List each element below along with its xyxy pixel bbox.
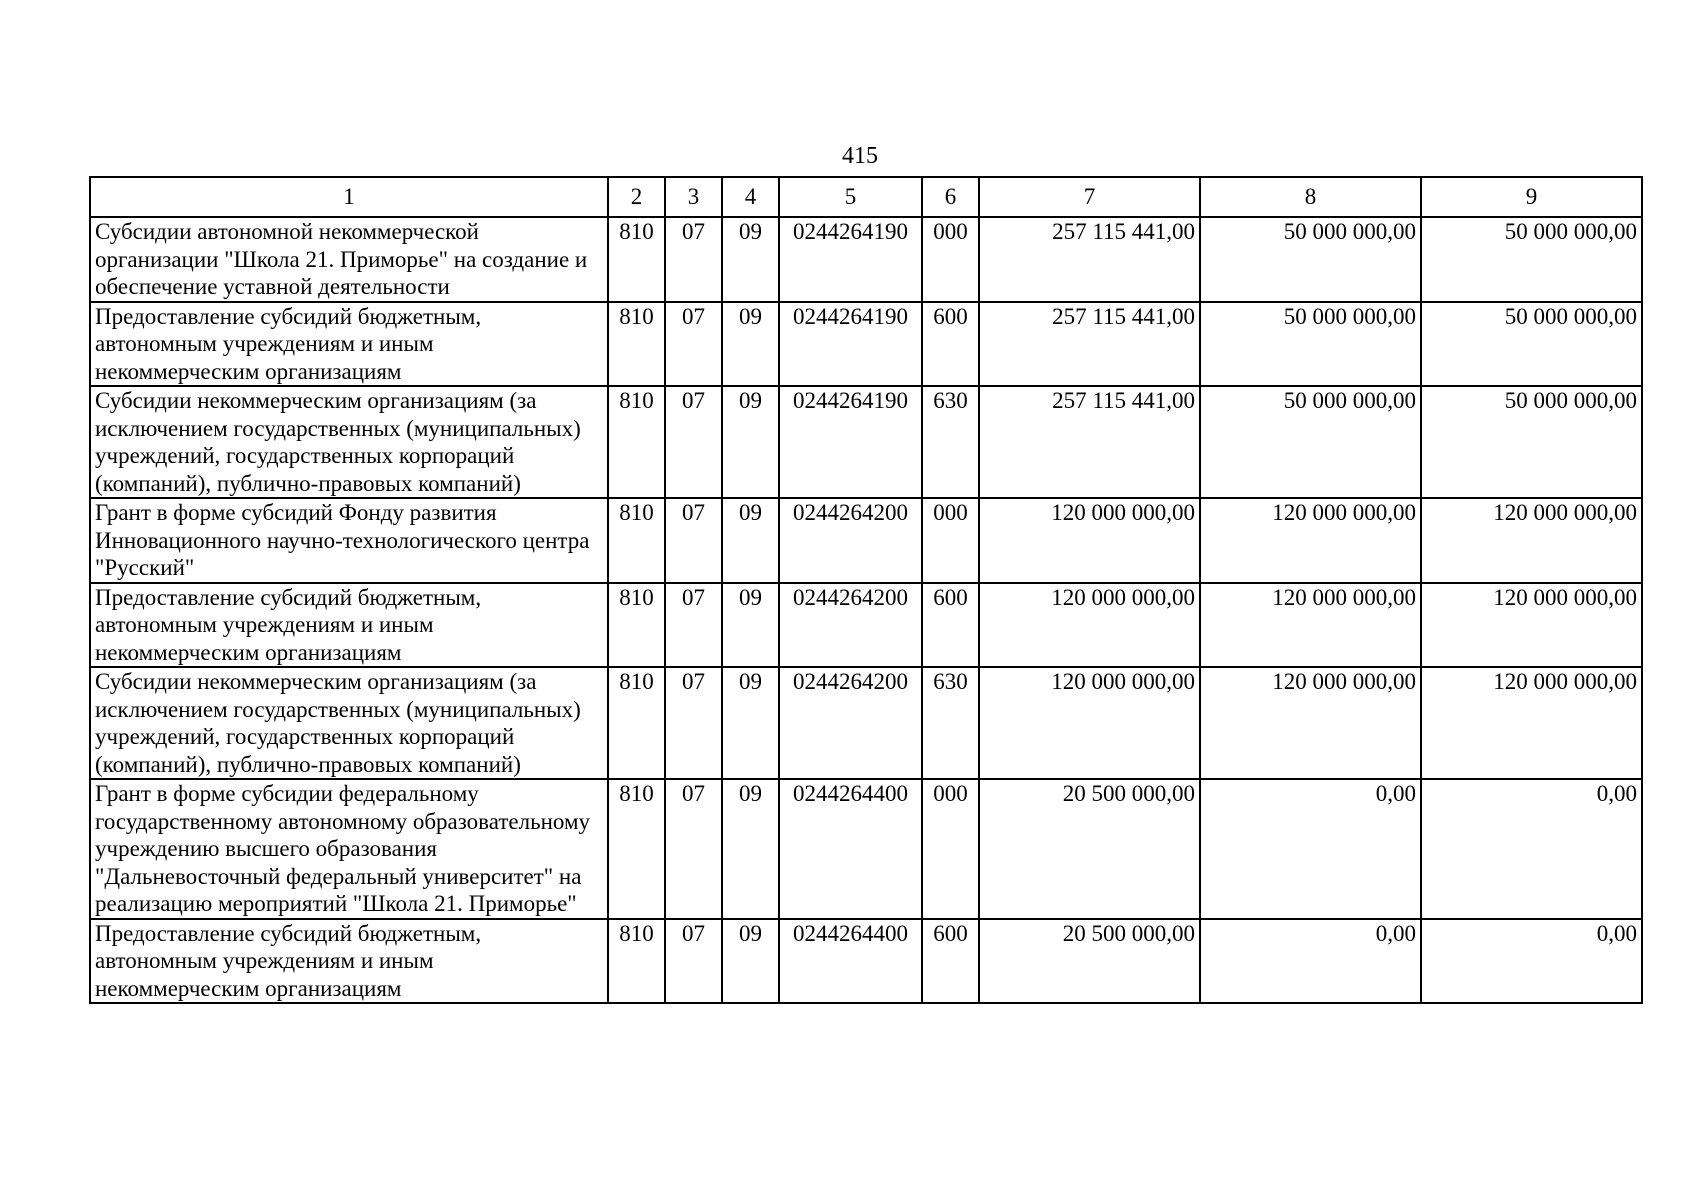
column-number-8: 8	[1200, 177, 1421, 217]
ministry-code: 810	[608, 217, 665, 302]
table-row	[90, 302, 1642, 387]
ministry-code: 810	[608, 386, 665, 498]
table-row	[90, 583, 1642, 668]
section-code: 07	[665, 583, 722, 668]
amount-col-9: 0,00	[1421, 919, 1642, 1004]
target-article-code: 0244264400	[779, 779, 922, 919]
amount-col-7: 120 000 000,00	[979, 583, 1200, 668]
section-code: 07	[665, 919, 722, 1004]
table-row	[90, 217, 1642, 302]
column-number-2: 2	[608, 177, 665, 217]
line-item-name: Субсидии некоммерческим организациям (за исключением государственных (муниципальных) учреждений, государственных корпораций (компаний), публично-правовых компаний)	[90, 667, 608, 779]
amount-col-8: 0,00	[1200, 919, 1421, 1004]
section-code: 07	[665, 667, 722, 779]
amount-col-8: 50 000 000,00	[1200, 386, 1421, 498]
section-code: 07	[665, 386, 722, 498]
expense-type-code: 630	[922, 386, 979, 498]
column-number-1: 1	[90, 177, 608, 217]
section-code: 07	[665, 779, 722, 919]
target-article-code: 0244264200	[779, 583, 922, 668]
subsection-code: 09	[722, 667, 779, 779]
expense-type-code: 000	[922, 217, 979, 302]
ministry-code: 810	[608, 302, 665, 387]
ministry-code: 810	[608, 779, 665, 919]
subsection-code: 09	[722, 217, 779, 302]
expense-type-code: 600	[922, 919, 979, 1004]
subsection-code: 09	[722, 583, 779, 668]
section-code: 07	[665, 217, 722, 302]
ministry-code: 810	[608, 583, 665, 668]
section-code: 07	[665, 302, 722, 387]
table-row	[90, 779, 1642, 919]
target-article-code: 0244264190	[779, 302, 922, 387]
amount-col-9: 50 000 000,00	[1421, 386, 1642, 498]
ministry-code: 810	[608, 498, 665, 583]
line-item-name: Субсидии автономной некоммерческой организации "Школа 21. Приморье" на создание и обеспечение уставной деятельности	[90, 217, 608, 302]
amount-col-7: 20 500 000,00	[979, 919, 1200, 1004]
table-row	[90, 667, 1642, 779]
amount-col-7: 257 115 441,00	[979, 217, 1200, 302]
column-number-7: 7	[979, 177, 1200, 217]
subsection-code: 09	[722, 498, 779, 583]
subsection-code: 09	[722, 302, 779, 387]
ministry-code: 810	[608, 919, 665, 1004]
subsection-code: 09	[722, 386, 779, 498]
target-article-code: 0244264400	[779, 919, 922, 1004]
expense-type-code: 630	[922, 667, 979, 779]
amount-col-9: 0,00	[1421, 779, 1642, 919]
table-row	[90, 919, 1642, 1004]
column-number-4: 4	[722, 177, 779, 217]
target-article-code: 0244264200	[779, 667, 922, 779]
amount-col-8: 50 000 000,00	[1200, 217, 1421, 302]
line-item-name: Грант в форме субсидий Фонду развития Инновационного научно-технологического центра "Русский"	[90, 498, 608, 583]
subsection-code: 09	[722, 779, 779, 919]
amount-col-9: 50 000 000,00	[1421, 302, 1642, 387]
expense-type-code: 600	[922, 583, 979, 668]
amount-col-7: 120 000 000,00	[979, 667, 1200, 779]
subsection-code: 09	[722, 919, 779, 1004]
expense-type-code: 000	[922, 498, 979, 583]
amount-col-9: 120 000 000,00	[1421, 498, 1642, 583]
section-code: 07	[665, 498, 722, 583]
column-number-3: 3	[665, 177, 722, 217]
column-number-9: 9	[1421, 177, 1642, 217]
column-number-6: 6	[922, 177, 979, 217]
column-number-5: 5	[779, 177, 922, 217]
amount-col-7: 257 115 441,00	[979, 386, 1200, 498]
target-article-code: 0244264190	[779, 217, 922, 302]
line-item-name: Грант в форме субсидии федеральному государственному автономному образовательному учреждению высшего образования "Дальневосточный федеральный университет" на реализацию мероприятий "Школа 21. Приморье"	[90, 779, 608, 919]
page-number: 415	[842, 143, 878, 169]
amount-col-8: 120 000 000,00	[1200, 583, 1421, 668]
table-row	[90, 498, 1642, 583]
line-item-name: Предоставление субсидий бюджетным, автономным учреждениям и иным некоммерческим организациям	[90, 583, 608, 668]
line-item-name: Предоставление субсидий бюджетным, автономным учреждениям и иным некоммерческим организациям	[90, 302, 608, 387]
column-number-row	[90, 177, 1642, 217]
line-item-name: Субсидии некоммерческим организациям (за исключением государственных (муниципальных) учреждений, государственных корпораций (компаний), публично-правовых компаний)	[90, 386, 608, 498]
budget-table	[89, 176, 1643, 1004]
amount-col-8: 0,00	[1200, 779, 1421, 919]
amount-col-9: 120 000 000,00	[1421, 667, 1642, 779]
expense-type-code: 600	[922, 302, 979, 387]
expense-type-code: 000	[922, 779, 979, 919]
table-row	[90, 386, 1642, 498]
amount-col-8: 50 000 000,00	[1200, 302, 1421, 387]
amount-col-9: 120 000 000,00	[1421, 583, 1642, 668]
line-item-name: Предоставление субсидий бюджетным, автономным учреждениям и иным некоммерческим организациям	[90, 919, 608, 1004]
amount-col-7: 20 500 000,00	[979, 779, 1200, 919]
amount-col-7: 120 000 000,00	[979, 498, 1200, 583]
amount-col-9: 50 000 000,00	[1421, 217, 1642, 302]
amount-col-8: 120 000 000,00	[1200, 667, 1421, 779]
target-article-code: 0244264200	[779, 498, 922, 583]
amount-col-8: 120 000 000,00	[1200, 498, 1421, 583]
target-article-code: 0244264190	[779, 386, 922, 498]
ministry-code: 810	[608, 667, 665, 779]
amount-col-7: 257 115 441,00	[979, 302, 1200, 387]
